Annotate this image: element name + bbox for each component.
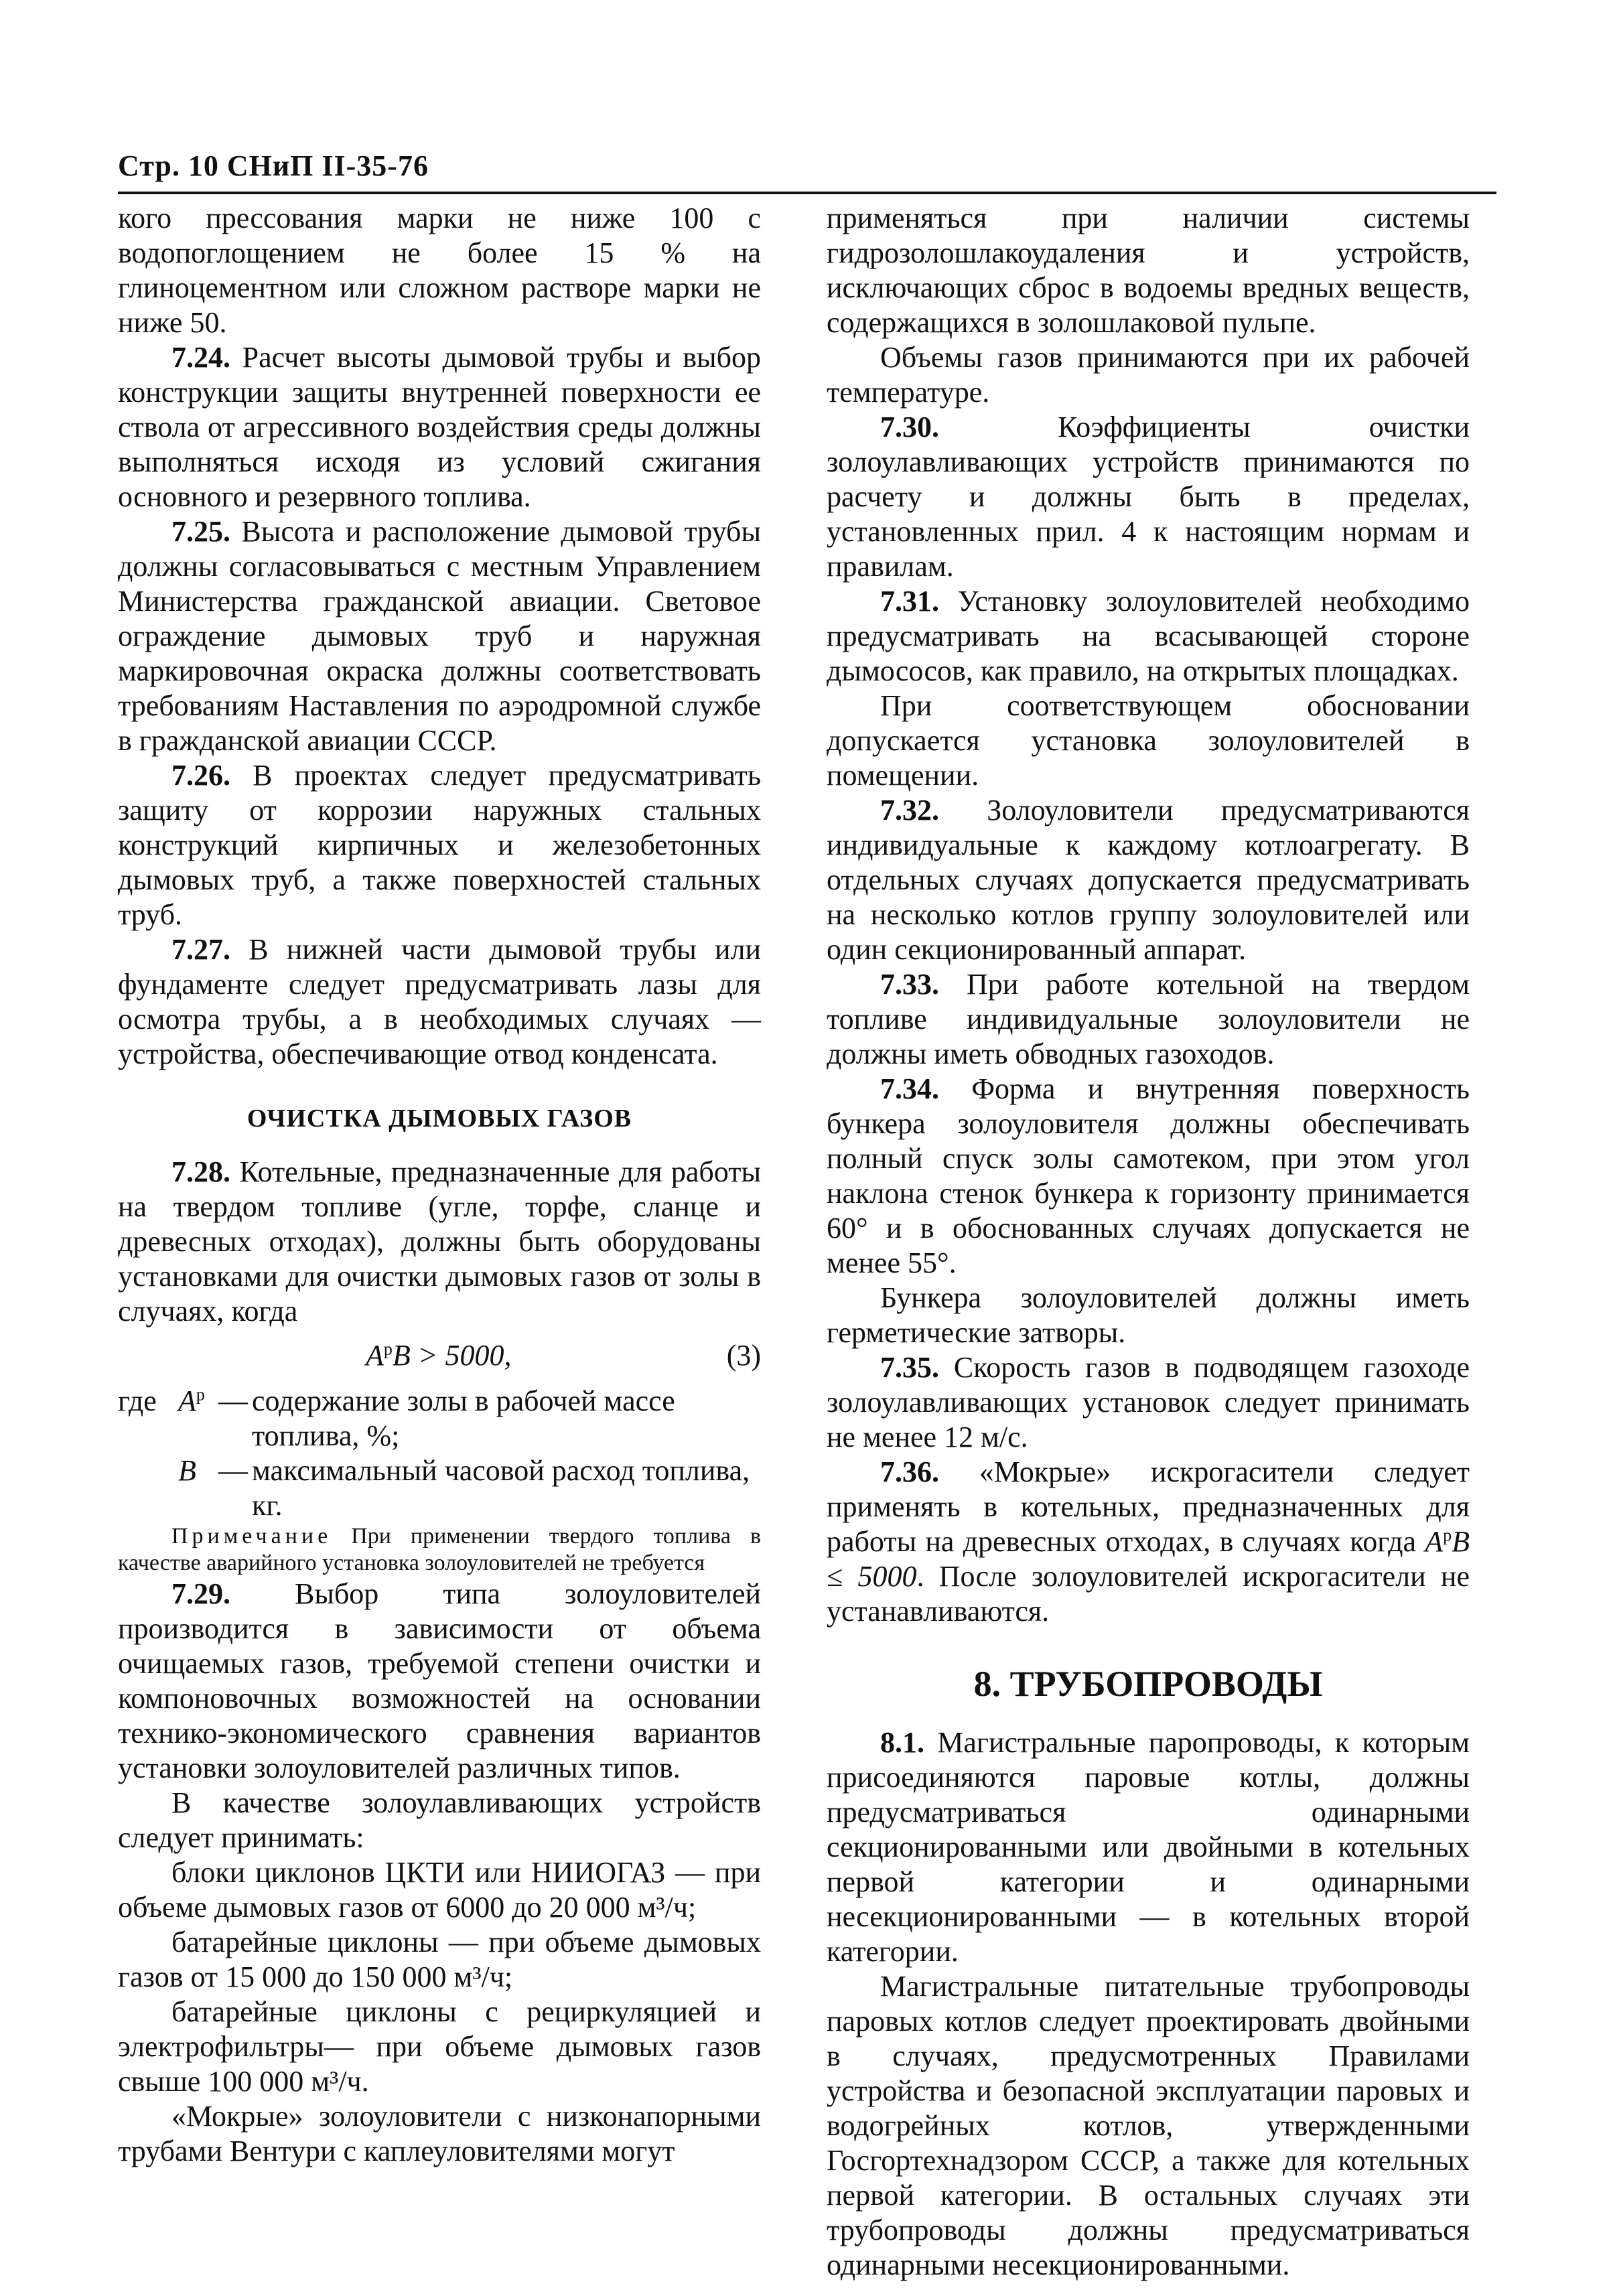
clause-number: 7.33. bbox=[880, 968, 939, 1001]
clause-7-33 bbox=[827, 967, 1470, 1072]
clause-7-27 bbox=[118, 932, 761, 1072]
clause-text-b: . После золоуловителей искрогасители не устанавливаются. bbox=[827, 1560, 1470, 1628]
clause-7-26 bbox=[118, 758, 761, 932]
note-label: Примечание bbox=[171, 1524, 332, 1549]
section-heading-flue-gas-cleaning: ОЧИСТКА ДЫМОВЫХ ГАЗОВ bbox=[247, 1104, 632, 1133]
clause-text: Форма и внутренняя поверхность бункера золоуловителя должны обеспечивать полный спуск золы самотеком, при этом угол наклона стенок бункера к горизонту принимается 60° и в обоснованных случаях допускается не менее 55°. bbox=[827, 1072, 1470, 1279]
clause-number: 7.27. bbox=[171, 933, 230, 966]
clause-text: В проектах следует предусматривать защиту от коррозии наружных стальных конструкций кирпичных и железобетонных дымовых труб, а также поверхностей стальных труб. bbox=[118, 759, 762, 931]
clause-7-36 bbox=[827, 1455, 1470, 1629]
clause-number: 7.36. bbox=[880, 1455, 939, 1488]
clause-text: При работе котельной на твердом топливе индивидуальные золоуловители не должны иметь обводных газоходов. bbox=[827, 968, 1470, 1070]
clause-7-31 bbox=[827, 584, 1470, 689]
paragraph: батарейные циклоны с рециркуляцией и электрофильтры— при объеме дымовых газов свыше 100 000 м³/ч. bbox=[118, 1995, 761, 2098]
paragraph: Бункера золоуловителей должны иметь герметические затворы. bbox=[827, 1281, 1470, 1349]
note-text: При применении твердого топлива в качестве аварийного установка золоуловителей не требуется bbox=[118, 1524, 761, 1575]
clause-number: 7.29. bbox=[171, 1577, 230, 1610]
clause-text: Магистральные паропроводы, к которым присоединяются паровые котлы, должны предусматриваться одинарными секционированными или двойными в котельных первой категории и одинарными несекционированными — в котельных второй категории. bbox=[827, 1726, 1470, 1968]
page-header: Стр. 10 СНиП II-35-76 bbox=[118, 149, 429, 182]
formula-expression bbox=[366, 1338, 511, 1373]
legend-text-a: содержание золы в рабочей массе топлива, %; bbox=[252, 1384, 675, 1452]
formula-remainder: B > 5000, bbox=[392, 1339, 512, 1372]
clause-number: 7.31. bbox=[880, 585, 939, 618]
formula-superscript: р bbox=[383, 1339, 393, 1359]
clause-number: 7.35. bbox=[880, 1351, 939, 1384]
legend-spacer bbox=[118, 1453, 171, 1523]
section-title-pipelines: 8. ТРУБОПРОВОДЫ bbox=[973, 1664, 1323, 1704]
clause-7-28 bbox=[118, 1155, 761, 1329]
clause-7-25 bbox=[118, 514, 761, 758]
left-column bbox=[118, 201, 761, 2169]
right-column bbox=[827, 201, 1470, 2283]
clause-7-24 bbox=[118, 340, 761, 514]
formula-variable-a: A bbox=[366, 1339, 384, 1372]
clause-number: 8.1. bbox=[880, 1726, 924, 1759]
inline-formula-a: A bbox=[1425, 1525, 1444, 1558]
legend-dash: — bbox=[218, 1384, 248, 1417]
clause-text: Установку золоуловителей необходимо предусматривать на всасывающей стороне дымососов, как правило, на открытых площадках. bbox=[827, 585, 1470, 687]
clause-text: Котельные, предназначенные для работы на твердом топливе (угле, торфе, сланце и древесных отходах), должны быть оборудованы установками для очистки дымовых газов от золы в случаях, когда bbox=[118, 1155, 762, 1328]
clause-7-35 bbox=[827, 1350, 1470, 1455]
legend-symbol-b: B bbox=[178, 1454, 196, 1487]
clause-number: 7.26. bbox=[171, 759, 230, 792]
legend-text-b: максимальный часовой расход топлива, кг. bbox=[252, 1454, 750, 1522]
clause-7-29 bbox=[118, 1577, 761, 1786]
legend-where-word: где bbox=[118, 1384, 157, 1417]
paragraph-continued: кого прессования марки не ниже 100 с водопоглощением не более 15 % на глиноцементном или сложном растворе марки не ниже 50. bbox=[118, 202, 761, 339]
clause-text: Коэффициенты очистки золоулавливающих устройств принимаются по расчету и должны быть в пределах, установленных прил. 4 к настоящим нормам и правилам. bbox=[827, 411, 1470, 583]
formula-3 bbox=[118, 1338, 761, 1373]
paragraph: Объемы газов принимаются при их рабочей температуре. bbox=[827, 341, 1470, 409]
inline-formula-superscript: р bbox=[1443, 1525, 1452, 1545]
clause-text: Высота и расположение дымовой трубы должны согласовываться с местным Управлением Министерства гражданской авиации. Световое ограждение дымовых труб и наружная маркировочная окраска должны соответствовать требованиям Наставления по аэродромной службе в гражданской авиации СССР. bbox=[118, 515, 762, 757]
formula-number: (3) bbox=[726, 1339, 761, 1372]
paragraph: В качестве золоулавливающих устройств следует принимать: bbox=[118, 1786, 761, 1854]
clause-7-34 bbox=[827, 1072, 1470, 1281]
paragraph: При соответствующем обосновании допускается установка золоуловителей в помещении. bbox=[827, 689, 1470, 792]
clause-text: Выбор типа золоуловителей производится в зависимости от объема очищаемых газов, требуемой степени очистки и компоновочных возможностей на основании технико-экономического сравнения вариантов установки золоуловителей различных типов. bbox=[118, 1577, 762, 1784]
inline-formula-remainder: B ≤ 5000 bbox=[827, 1525, 1470, 1593]
clause-number: 7.24. bbox=[171, 341, 230, 374]
header-rule bbox=[118, 192, 1496, 194]
clause-text: В нижней части дымовой трубы или фундаменте следует предусматривать лазы для осмотра трубы, а в необходимых случаях — устройства, обеспечивающие отвод конденсата. bbox=[118, 933, 762, 1070]
legend-symbol-a: $A^р$ bbox=[178, 1384, 205, 1417]
clause-text-a: «Мокрые» искрогасители следует применять в котельных, предназначенных для работы на древесных отходах, в случаях когда bbox=[827, 1455, 1470, 1558]
paragraph: батарейные циклоны — при объеме дымовых газов от 15 000 до 150 000 м³/ч; bbox=[118, 1926, 761, 1993]
clause-7-30 bbox=[827, 410, 1470, 584]
formula-legend bbox=[118, 1384, 761, 1523]
clause-text: Расчет высоты дымовой трубы и выбор конструкции защиты внутренней поверхности ее ствола от агрессивного воздействия среды должны выполняться исходя из условий сжигания основного и резервного топлива. bbox=[118, 341, 761, 513]
clause-text: Скорость газов в подводящем газоходе золоулавливающих установок следует принимать не менее 12 м/с. bbox=[827, 1351, 1470, 1453]
clause-number: 7.25. bbox=[171, 515, 230, 548]
note bbox=[118, 1523, 761, 1577]
paragraph-continued: применяться при наличии системы гидрозолошлакоудаления и устройств, исключающих сброс в водоемы вредных веществ, содержащихся в золошлаковой пульпе. bbox=[827, 202, 1470, 339]
clause-7-32 bbox=[827, 793, 1470, 967]
clause-number: 7.34. bbox=[880, 1072, 939, 1105]
clause-8-1 bbox=[827, 1725, 1470, 1969]
paragraph: Магистральные питательные трубопроводы паровых котлов следует проектировать двойными в случаях, предусмотренных Правилами устройства и безопасной эксплуатации паровых и водогрейных котлов, утвержденными Госгортехнадзором СССР, а также для котельных первой категории. В остальных случаях эти трубопроводы должны предусматриваться одинарными несекционированными. bbox=[827, 1970, 1470, 2281]
clause-number: 7.32. bbox=[880, 794, 939, 827]
clause-number: 7.28. bbox=[171, 1155, 230, 1188]
clause-number: 7.30. bbox=[880, 411, 939, 443]
clause-text: Золоуловители предусматриваются индивидуальные к каждому котлоагрегату. В отдельных случаях допускается предусматривать на несколько котлов группу золоуловителей или один секционированный аппарат. bbox=[827, 794, 1470, 966]
paragraph: блоки циклонов ЦКТИ или НИИОГАЗ — при объеме дымовых газов от 6000 до 20 000 м³/ч; bbox=[118, 1856, 761, 1924]
legend-dash: — bbox=[218, 1454, 248, 1487]
paragraph: «Мокрые» золоуловители с низконапорными трубами Вентури с каплеуловителями могут bbox=[118, 2100, 761, 2167]
